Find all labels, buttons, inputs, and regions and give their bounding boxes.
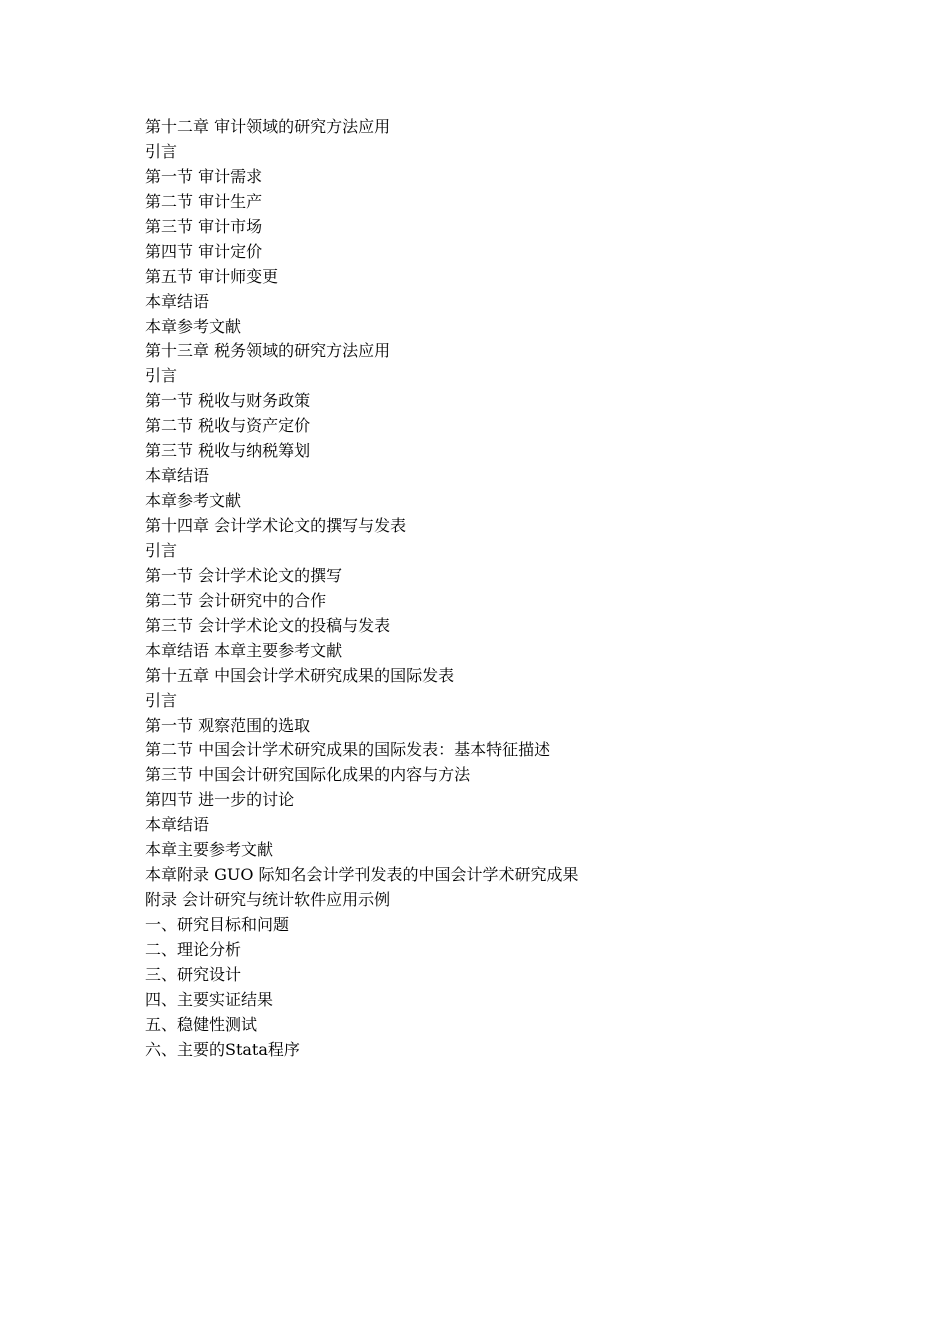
toc-item: 四、主要实证结果 — [145, 989, 274, 1009]
toc-item: 本章结语 — [145, 815, 210, 835]
toc-item: 本章结语 — [145, 466, 210, 486]
toc-item: 本章结语 本章主要参考文献 — [145, 640, 343, 660]
toc-item: 第四节 进一步的讨论 — [145, 790, 295, 810]
toc-item: 本章附录 GUO 际知名会计学刊发表的中国会计学术研究成果 — [145, 865, 579, 885]
toc-item: 本章参考文献 — [145, 316, 242, 336]
toc-appendix-title: 附录 会计研究与统计软件应用示例 — [145, 890, 391, 910]
toc-item: 引言 — [145, 366, 178, 386]
toc-item: 第二节 会计研究中的合作 — [145, 590, 327, 610]
toc-item: 第二节 中国会计学术研究成果的国际发表：基本特征描述 — [145, 740, 551, 760]
toc-item: 第三节 税收与纳税筹划 — [145, 441, 311, 461]
toc-item: 第一节 审计需求 — [145, 166, 263, 186]
toc-chapter-12-title: 第十二章 审计领域的研究方法应用 — [145, 117, 391, 136]
toc-item: 六、主要的Stata程序 — [145, 1039, 300, 1059]
toc-item: 引言 — [145, 540, 178, 560]
toc-item: 第三节 中国会计研究国际化成果的内容与方法 — [145, 765, 471, 785]
toc-item: 本章参考文献 — [145, 491, 242, 511]
toc-item: 一、研究目标和问题 — [145, 915, 290, 934]
toc-item: 第四节 审计定价 — [145, 241, 263, 261]
toc-item: 第二节 税收与资产定价 — [145, 416, 311, 436]
toc-item: 本章主要参考文献 — [145, 840, 274, 860]
toc-chapter-13-title: 第十三章 税务领域的研究方法应用 — [145, 341, 391, 361]
toc-item: 引言 — [145, 141, 178, 161]
toc-item: 第一节 观察范围的选取 — [145, 715, 311, 735]
toc-item: 第二节 审计生产 — [145, 191, 263, 211]
toc-item: 五、稳健性测试 — [145, 1014, 258, 1034]
toc-item: 引言 — [145, 690, 178, 710]
toc-item: 第三节 审计市场 — [145, 216, 263, 236]
toc-chapter-15-title: 第十五章 中国会计学术研究成果的国际发表 — [145, 665, 455, 685]
toc-item: 第五节 审计师变更 — [145, 266, 279, 286]
toc-item: 本章结语 — [145, 291, 210, 311]
toc-chapter-14-title: 第十四章 会计学术论文的撰写与发表 — [145, 516, 407, 535]
toc-item: 三、研究设计 — [145, 964, 242, 984]
toc-item: 第一节 税收与财务政策 — [145, 391, 311, 411]
table-of-contents — [145, 115, 865, 1063]
toc-item: 第一节 会计学术论文的撰写 — [145, 565, 343, 585]
toc-item: 第三节 会计学术论文的投稿与发表 — [145, 615, 391, 635]
toc-item: 二、理论分析 — [145, 939, 242, 959]
